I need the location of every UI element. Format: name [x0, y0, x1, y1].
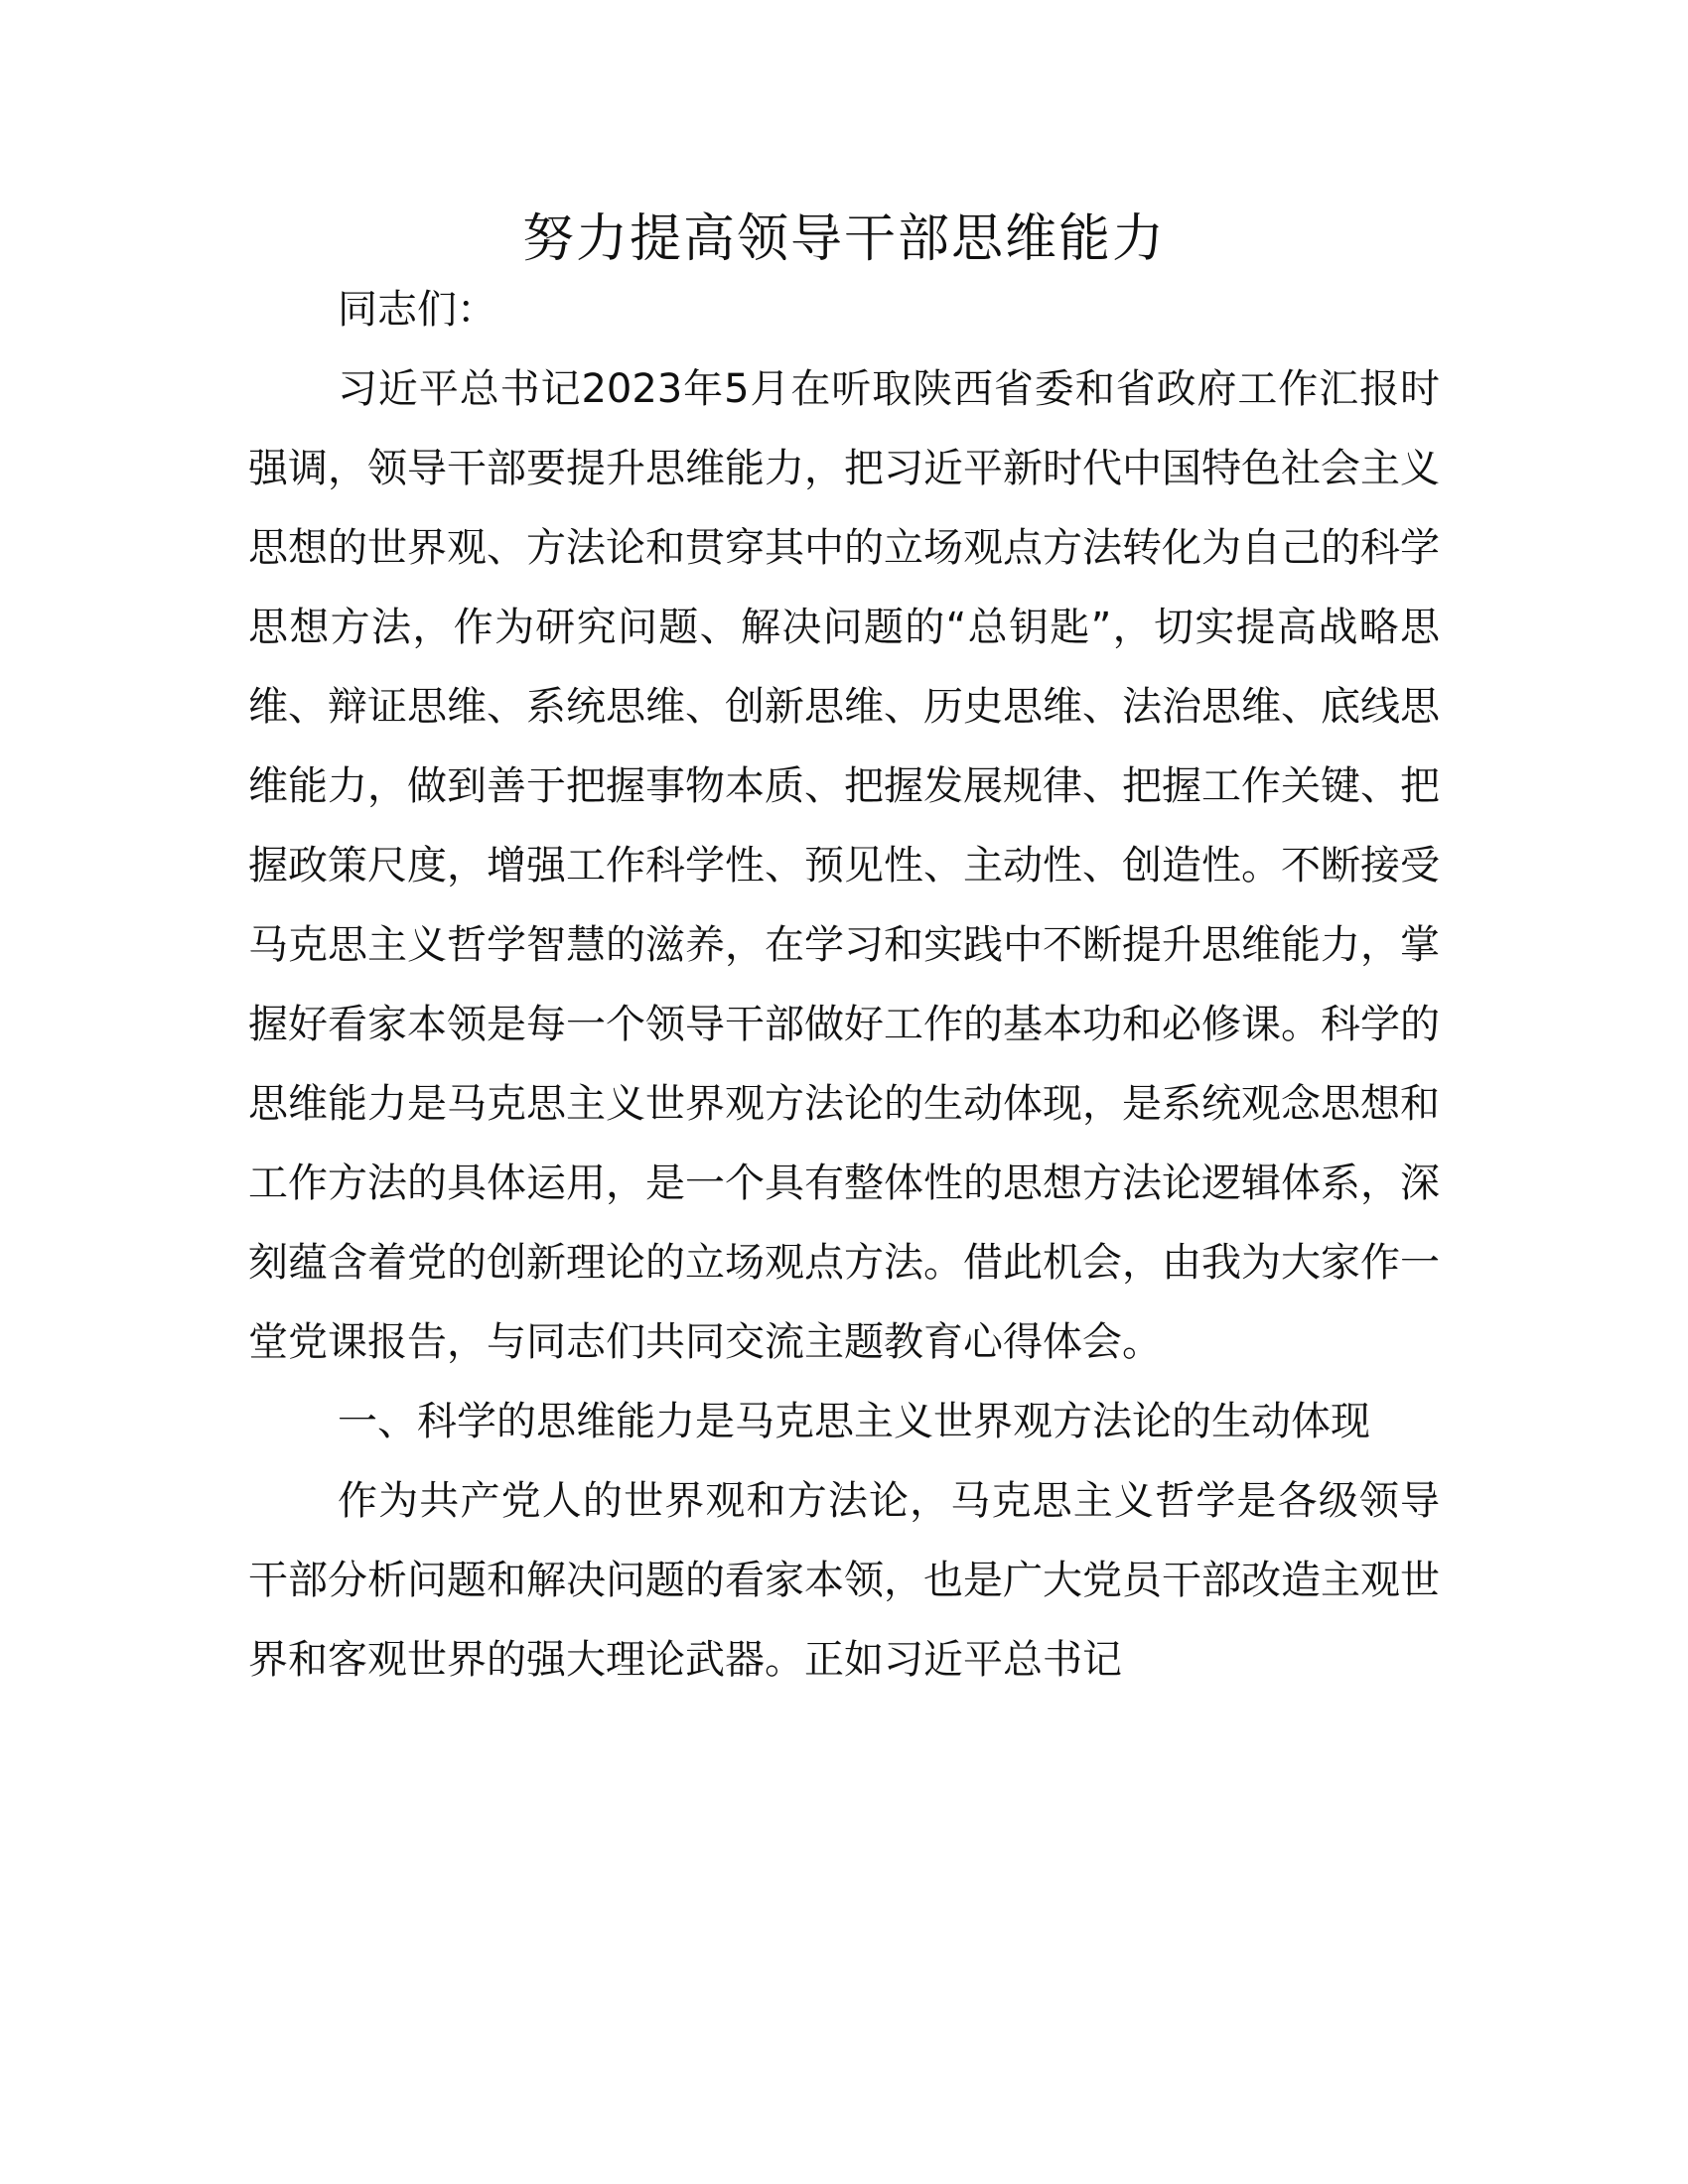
section-heading-1: 一、科学的思维能力是马克思主义世界观方法论的生动体现 — [338, 1399, 1370, 1444]
paragraph-intro: 习近平总书记2023年5月在听取陕西省委和省政府工作汇报时强调，领导干部要提升思维能力，把习近平新时代中国特色社会主义思想的世界观、方法论和贯穿其中的立场观点方法转化为自己的科学思想方法，作为研究问题、解决问题的“总钥匙”，切实提高战略思维、辩证思维、系统思维、创新思维、历史思维、法治思维、底线思维能力，做到善于把握事物本质、把握发展规律、把握工作关键、把握政策尺度，增强工作科学性、预见性、主动性、创造性。不断接受马克思主义哲学智慧的滋养，在学习和实践中不断提升思维能力，掌握好看家本领是每一个领导干部做好工作的基本功和必修课。科学的思维能力是马克思主义世界观方法论的生动体现，是系统观念思想和工作方法的具体运用，是一个具有整体性的思想方法论逻辑体系，深刻蕴含着党的创新理论的立场观点方法。借此机会，由我为大家作一堂党课报告，与同志们共同交流主题教育心得体会。 — [248, 366, 1440, 1365]
document-body — [248, 270, 1440, 1700]
salutation: 同志们： — [338, 287, 496, 333]
paragraph-section-1: 作为共产党人的世界观和方法论，马克思主义哲学是各级领导干部分析问题和解决问题的看家本领，也是广大党员干部改造主观世界和客观世界的强大理论武器。正如习近平总书记 — [248, 1478, 1440, 1683]
document-title: 努力提高领导干部思维能力 — [521, 209, 1166, 269]
